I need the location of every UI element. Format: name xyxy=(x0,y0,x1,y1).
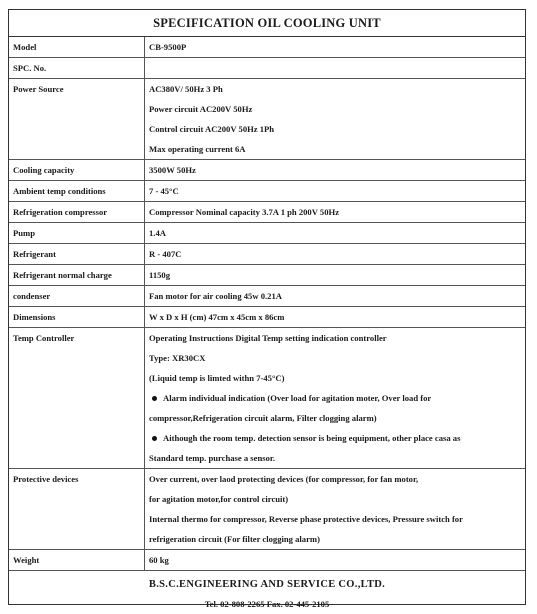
spec-label-cell xyxy=(9,223,145,244)
spec-label-cell xyxy=(9,469,145,550)
spec-label: Protective devices xyxy=(13,474,79,484)
spec-label: condenser xyxy=(13,291,51,301)
spec-value-cell xyxy=(145,181,526,202)
company-name: B.S.C.ENGINEERING AND SERVICE CO.,LTD. xyxy=(148,579,386,590)
spec-value-line xyxy=(149,37,525,57)
spec-value-text: 60 kg xyxy=(149,555,169,565)
spec-value-text: 1.4A xyxy=(149,228,166,238)
spec-row xyxy=(9,265,525,286)
spec-value-line xyxy=(149,139,525,159)
spec-value-text: CB-9500P xyxy=(149,42,187,52)
spec-value-cell xyxy=(145,223,526,244)
spec-label-cell xyxy=(9,181,145,202)
spec-value-text: (Liquid temp is limted withn 7-45°C) xyxy=(149,373,285,383)
spec-label-cell xyxy=(9,550,145,571)
sheet-title: SPECIFICATION OIL COOLING UNIT xyxy=(9,10,525,37)
spec-value-text: 7 - 45°C xyxy=(149,186,179,196)
spec-row xyxy=(9,181,525,202)
spec-value-text: Alarm individual indication (Over load for agitation moter, Over load for xyxy=(163,393,432,403)
spec-label: Power Source xyxy=(13,84,64,94)
spec-row xyxy=(9,244,525,265)
spec-value-cell xyxy=(145,37,526,58)
spec-label-cell xyxy=(9,202,145,223)
spec-value-text: Internal thermo for compressor, Reverse phase protective devices, Pressure switch for xyxy=(149,514,463,524)
spec-label-cell xyxy=(9,265,145,286)
spec-value-text: Aithough the room temp. detection sensor is being equipment, other place casa as xyxy=(163,433,461,443)
spec-value-text: Over current, over laod protecting devices (for compressor, for fan motor, xyxy=(149,474,419,484)
spec-label-cell xyxy=(9,307,145,328)
spec-label: Cooling capacity xyxy=(13,165,75,175)
spec-value-line xyxy=(149,307,525,327)
spec-value-cell xyxy=(145,307,526,328)
spec-value-text: refrigeration circuit (For filter clogging alarm) xyxy=(149,534,320,544)
spec-label-cell xyxy=(9,37,145,58)
spec-value-text: compressor,Refrigeration circuit alarm, Filter clogging alarm) xyxy=(149,413,377,423)
spec-value-line xyxy=(149,58,525,78)
spec-value-text: 3500W 50Hz xyxy=(149,165,196,175)
spec-label: SPC. No. xyxy=(13,63,47,73)
spec-value-text: 1150g xyxy=(149,270,171,280)
spec-value-cell xyxy=(145,202,526,223)
bullet-icon xyxy=(152,396,157,401)
spec-value-line xyxy=(149,202,525,222)
spec-value-cell xyxy=(145,328,526,469)
spec-value-line xyxy=(149,79,525,99)
spec-row xyxy=(9,202,525,223)
bullet-icon xyxy=(152,436,157,441)
spec-value-line xyxy=(149,368,525,388)
spec-value-line xyxy=(149,328,525,348)
spec-value-line xyxy=(149,509,525,529)
spec-value-line xyxy=(149,244,525,264)
spec-label: Pump xyxy=(13,228,35,238)
spec-value-text: Standard temp. purchase a sensor. xyxy=(149,453,276,463)
spec-row xyxy=(9,550,525,571)
spec-label: Refrigerant normal charge xyxy=(13,270,112,280)
spec-value-cell xyxy=(145,286,526,307)
spec-label: Dimensions xyxy=(13,312,56,322)
spec-value-line xyxy=(149,428,525,448)
spec-value-text: W x D x H (cm) 47cm x 45cm x 86cm xyxy=(149,312,285,322)
spec-value-text: AC380V/ 50Hz 3 Ph xyxy=(149,84,223,94)
spec-value-text: Compressor Nominal capacity 3.7A 1 ph 200V 50Hz xyxy=(149,207,340,217)
spec-label: Refrigeration compressor xyxy=(13,207,108,217)
spec-label-cell xyxy=(9,328,145,469)
spec-row xyxy=(9,307,525,328)
spec-label: Weight xyxy=(13,555,40,565)
spec-value-line xyxy=(149,469,525,489)
spec-value-text: Type: XR30CX xyxy=(149,353,206,363)
spec-label-cell xyxy=(9,244,145,265)
spec-value-cell xyxy=(145,244,526,265)
contact-phone-fax: Tel. 02-808-2265 Fax. 02-445-2105 xyxy=(204,599,330,609)
spec-row xyxy=(9,160,525,181)
spec-row xyxy=(9,223,525,244)
spec-table xyxy=(9,37,525,571)
spec-label-cell xyxy=(9,58,145,79)
spec-value-line xyxy=(149,265,525,285)
spec-label-cell xyxy=(9,160,145,181)
spec-value-line xyxy=(149,286,525,306)
spec-row xyxy=(9,58,525,79)
spec-value-line xyxy=(149,160,525,180)
spec-label: Temp Controller xyxy=(13,333,75,343)
spec-value-line xyxy=(149,448,525,468)
spec-value-cell xyxy=(145,265,526,286)
spec-row xyxy=(9,469,525,550)
spec-value-cell xyxy=(145,469,526,550)
spec-value-line xyxy=(149,408,525,428)
spec-label: Ambient temp conditions xyxy=(13,186,106,196)
spec-value-cell xyxy=(145,79,526,160)
spec-value-line xyxy=(149,181,525,201)
spec-value-line xyxy=(149,348,525,368)
spec-value-line xyxy=(149,550,525,570)
spec-value-line xyxy=(149,388,525,408)
spec-value-line xyxy=(149,223,525,243)
spec-value-text: Operating Instructions Digital Temp setting indication controller xyxy=(149,333,387,343)
spec-value-text: Power circuit AC200V 50Hz xyxy=(149,104,253,114)
spec-row xyxy=(9,79,525,160)
spec-value-text: Max operating current 6A xyxy=(149,144,246,154)
spec-label: Model xyxy=(13,42,37,52)
spec-label-cell xyxy=(9,286,145,307)
spec-sheet xyxy=(8,9,526,609)
spec-table-body xyxy=(9,37,525,571)
spec-value-cell xyxy=(145,160,526,181)
spec-label-cell xyxy=(9,79,145,160)
footer xyxy=(9,579,525,609)
spec-row xyxy=(9,286,525,307)
spec-value-text: R - 407C xyxy=(149,249,182,259)
spec-value-line xyxy=(149,489,525,509)
spec-label: Refrigerant xyxy=(13,249,56,259)
spec-row xyxy=(9,328,525,469)
spec-value-cell xyxy=(145,550,526,571)
spec-value-line xyxy=(149,99,525,119)
spec-value-text: for agitation motor,for control circuit) xyxy=(149,494,289,504)
spec-value-line xyxy=(149,529,525,549)
spec-value-text: Fan motor for air cooling 45w 0.21A xyxy=(149,291,282,301)
spec-value-line xyxy=(149,119,525,139)
spec-row xyxy=(9,37,525,58)
spec-value-cell xyxy=(145,58,526,79)
spec-value-text: Control circuit AC200V 50Hz 1Ph xyxy=(149,124,275,134)
